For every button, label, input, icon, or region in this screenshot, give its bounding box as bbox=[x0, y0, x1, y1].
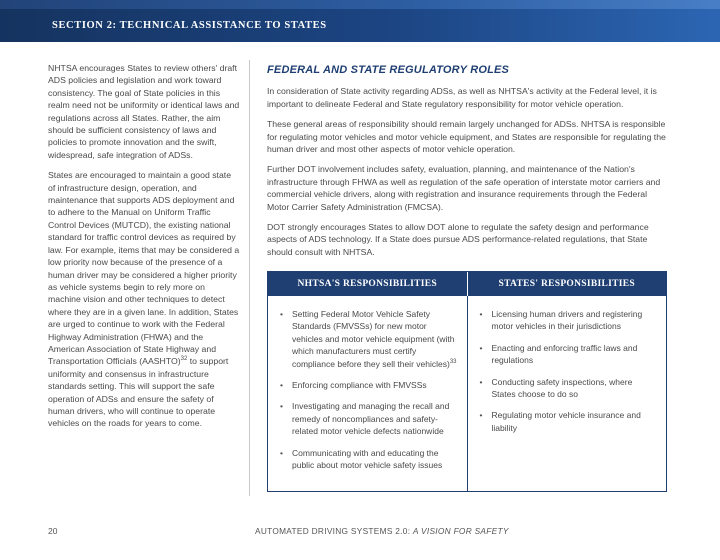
right-paragraph: In consideration of State activity regarding ADSs, as well as NHTSA's activity at the Federal level, it is important to delineate Federal and State regulatory responsibility for motor vehicle operation. bbox=[267, 86, 657, 109]
left-column bbox=[48, 62, 240, 438]
bullet-icon: • bbox=[280, 447, 283, 458]
section-header-band bbox=[0, 0, 720, 42]
nhtsa-list-item bbox=[280, 447, 457, 472]
states-item-text: Licensing human drivers and registering motor vehicles in their jurisdictions bbox=[491, 309, 643, 332]
states-list bbox=[480, 308, 657, 434]
section-title: SECTION 2: TECHNICAL ASSISTANCE TO STATES bbox=[52, 20, 327, 31]
header-stripe bbox=[0, 0, 720, 9]
page-number: 20 bbox=[48, 526, 58, 536]
footnote-ref-32[interactable]: 32 bbox=[180, 356, 188, 363]
footer-title-italic: A VISION FOR SAFETY bbox=[412, 526, 509, 536]
nhtsa-list-item bbox=[280, 308, 457, 370]
states-column bbox=[468, 296, 667, 491]
bullet-icon: • bbox=[479, 410, 483, 421]
states-list-item bbox=[480, 342, 657, 367]
states-item-text: Regulating motor vehicle insurance and liability bbox=[491, 410, 641, 433]
nhtsa-list-item bbox=[280, 379, 457, 391]
states-list-item bbox=[480, 409, 657, 434]
left-paragraph-1: NHTSA encourages States to review others' draft ADS policies and legislation and work toward consistency. The goal of State policies in this realm need not be uniformity or identical laws and regulations across all States. Rather, the aim should be sufficient consistency of laws and policies to promote innovation and the swift, widespread, safe integration of ADSs. bbox=[48, 63, 240, 160]
states-responsibilities-header: STATES' RESPONSIBILITIES bbox=[498, 279, 635, 289]
left-paragraph-2 bbox=[48, 169, 240, 430]
table-body bbox=[268, 296, 666, 491]
nhtsa-list-item bbox=[280, 400, 457, 437]
nhtsa-item-text: Setting Federal Motor Vehicle Safety Standards (FMVSSs) for new motor vehicles and motor vehicle equipment (with which manufacturers must certify compliance before they sell their vehicles) bbox=[292, 309, 455, 369]
right-paragraph: Further DOT involvement includes safety, evaluation, planning, and maintenance of the Nation's infrastructure through FHWA as well as regulation of the safe operation of interstate motor carriers and commercial vehicle drivers, along with registration and insurance requirements through the Federal Motor Carrier Safety Administration (FMCSA). bbox=[267, 164, 661, 212]
bullet-icon: • bbox=[479, 376, 483, 387]
left-paragraph-2-text-a: States are encouraged to maintain a good state of infrastructure design, operation, and maintenance that supports ADS deployment and to adhere to the Manual on Uniform Traffic Control Devices (MUTCD), the existing national standard for traffic control devices as required by law. For example, items that may be considered a low priority now because of the presence of a human driver may be considered a higher priority as vehicle systems begin to rely more on machine vision and other techniques to detect where they are in a given lane. In addition, States are urged to continue to work with the Federal Highway Administration (FHWA) and the American Association of State Highway and Transportation Officials (AASHTO) bbox=[48, 170, 240, 367]
bullet-icon: • bbox=[280, 401, 283, 412]
table-header-row bbox=[268, 272, 666, 296]
nhtsa-item-text: Investigating and managing the recall and remedy of noncompliances and safety-related motor vehicle defects nationwide bbox=[292, 401, 450, 437]
bullet-icon: • bbox=[479, 309, 483, 319]
nhtsa-item-text: Enforcing compliance with FMVSSs bbox=[292, 380, 427, 391]
regulatory-roles-heading: FEDERAL AND STATE REGULATORY ROLES bbox=[267, 64, 510, 76]
states-list-item bbox=[480, 376, 657, 401]
nhtsa-item-text: Communicating with and educating the public about motor vehicle safety issues bbox=[292, 447, 443, 471]
states-item-text: Enacting and enforcing traffic laws and regulations bbox=[491, 342, 638, 366]
nhtsa-column bbox=[268, 296, 468, 491]
bullet-icon: • bbox=[479, 342, 483, 353]
column-divider bbox=[249, 60, 250, 496]
states-item-text: Conducting safety inspections, where States choose to do so bbox=[491, 376, 633, 400]
right-paragraph: These general areas of responsibility should remain largely unchanged for ADSs. NHTSA is responsible for regulating motor vehicles and motor vehicle equipment, and States are responsible for regulating the human driver and most other aspects of motor vehicle operation. bbox=[267, 119, 666, 155]
states-list-item bbox=[480, 308, 657, 333]
footer-title-plain: AUTOMATED DRIVING SYSTEMS 2.0: bbox=[255, 526, 411, 536]
bullet-icon: • bbox=[280, 309, 283, 319]
bullet-icon: • bbox=[280, 380, 283, 391]
right-paragraph: DOT strongly encourages States to allow DOT alone to regulate the safety design and performance aspects of ADS technology. If a State does pursue ADS performance-related regulations, that State should consult with NHTSA. bbox=[267, 222, 649, 257]
right-column bbox=[267, 64, 671, 266]
nhtsa-list bbox=[280, 308, 457, 471]
footnote-ref-33[interactable]: 33 bbox=[449, 358, 457, 365]
nhtsa-responsibilities-header: NHTSA'S RESPONSIBILITIES bbox=[268, 272, 468, 296]
left-paragraph-2-text-b: to support uniformity and consensus in infrastructure standards setting. This will support the safe operation of ADSs and ensure the safety of human drivers, who will continue to operate vehicles on the roads for years to come. bbox=[48, 356, 229, 429]
responsibilities-table bbox=[267, 271, 667, 492]
document-title-footer bbox=[255, 526, 509, 536]
